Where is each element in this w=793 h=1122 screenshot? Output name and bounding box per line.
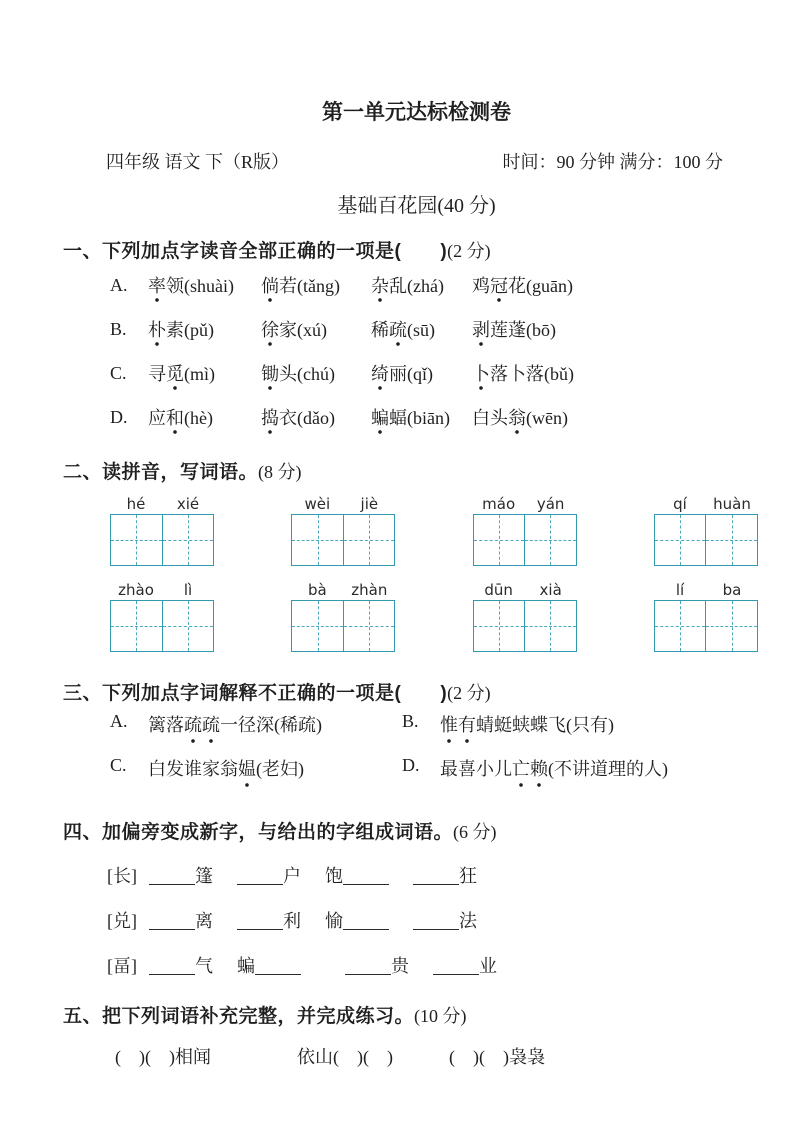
option-label: D. [402, 754, 420, 775]
question3-options [0, 705, 793, 793]
word-slot [325, 862, 389, 888]
option-item [148, 404, 247, 430]
plain-text: 白头 [472, 408, 508, 428]
pinyin-syllable: xié [176, 495, 200, 513]
dotted-char: 朴 [148, 320, 166, 347]
radical-row-3 [107, 942, 793, 987]
option-a [110, 711, 402, 744]
grid-cell [111, 601, 163, 651]
word-slot [413, 862, 477, 888]
pinyin-syllable: qí [673, 495, 687, 513]
plain-text: 头(chú) [279, 364, 335, 384]
option-row-a [110, 263, 793, 307]
plain-text: (不讲道理的人) [548, 758, 668, 779]
option-item [261, 316, 357, 342]
option-item [371, 316, 458, 342]
grid-cell [525, 515, 576, 565]
dotted-char: 觅 [166, 364, 184, 391]
option-label: B. [402, 710, 419, 731]
option-row-d [110, 395, 793, 439]
radical-row-1 [107, 852, 793, 897]
question2-text: 二、读拼音，写词语。 [63, 462, 259, 483]
pinyin-labels [654, 578, 758, 600]
plain-text: 白发谁家翁 [148, 758, 238, 779]
question3-text: 三、下列加点字词解释不正确的一项是( ) [63, 683, 448, 704]
grid-cell [292, 601, 344, 651]
answer-blank [255, 972, 301, 975]
question4-rows [0, 852, 793, 987]
question4-score: (6 分) [453, 822, 497, 842]
grade-subject-label: 四年级 语文 下（R版） [106, 152, 290, 172]
pinyin-word-block [291, 578, 395, 652]
section-title: 基础百花园(40 分) [337, 195, 496, 217]
base-character: [畐] [107, 955, 137, 976]
pinyin-grid-row-1 [110, 492, 758, 566]
option-label: B. [110, 318, 127, 339]
pinyin-word-block [654, 492, 758, 566]
pinyin-syllable: xià [539, 581, 562, 599]
answer-blank [345, 972, 391, 975]
pinyin-labels [654, 492, 758, 514]
plain-text: 寻 [148, 364, 166, 384]
option-item [148, 316, 247, 342]
pinyin-syllable: jiè [360, 495, 379, 513]
word-slot [413, 907, 477, 933]
option-item [472, 404, 568, 430]
word-slot [149, 907, 213, 933]
base-character: [长] [107, 865, 137, 886]
plain-text: 家(xú) [279, 320, 327, 340]
plain-text: 应 [148, 408, 166, 428]
plain-text: 若(tǎng) [279, 276, 340, 296]
question5-score: (10 分) [414, 1006, 467, 1026]
dotted-char: 倘 [261, 276, 279, 303]
pinyin-labels [473, 578, 577, 600]
writing-grid [291, 514, 395, 566]
plain-text: (mì) [184, 364, 215, 384]
word-slot [149, 862, 213, 888]
plain-text: 鸡 [472, 276, 490, 296]
pinyin-labels [110, 578, 214, 600]
option-d [402, 755, 668, 788]
word-slot [433, 952, 497, 978]
grid-cell [111, 515, 163, 565]
option-item [371, 404, 458, 430]
grid-cell [706, 601, 757, 651]
plain-text: (老妇) [256, 758, 304, 779]
plain-text: 丽(qǐ) [389, 364, 433, 384]
plain-text: (hè) [184, 408, 213, 428]
pinyin-grid-row-2 [110, 578, 758, 652]
plain-text: 气 [195, 955, 213, 976]
pinyin-word-block [654, 578, 758, 652]
word-slot [149, 952, 213, 978]
answer-blank [149, 927, 195, 930]
dotted-char: 疏疏 [184, 711, 220, 744]
option-item [472, 316, 556, 342]
grid-cell [706, 515, 757, 565]
plain-text: 离 [195, 910, 213, 931]
plain-text: 素(pǔ) [166, 320, 214, 340]
pinyin-labels [110, 492, 214, 514]
plain-text: 狂 [459, 865, 477, 886]
question1-text: 一、下列加点字读音全部正确的一项是( ) [63, 241, 448, 262]
pinyin-syllable: ba [722, 581, 742, 599]
option-b [402, 711, 614, 744]
answer-blank [413, 882, 459, 885]
option-row-cd [110, 749, 793, 793]
grid-cell [474, 601, 526, 651]
option-item [371, 360, 458, 386]
writing-grid [291, 600, 395, 652]
pinyin-syllable: zhàn [351, 581, 388, 599]
answer-blank [149, 972, 195, 975]
option-row-b [110, 307, 793, 351]
plain-text: 莲蓬(bō) [490, 320, 556, 340]
question1-heading [63, 236, 793, 263]
plain-text: 蜻蜓蛱蝶飞(只有) [476, 714, 614, 735]
pinyin-syllable: lí [675, 581, 685, 599]
pinyin-syllable: hé [126, 495, 146, 513]
question4-text: 四、加偏旁变成新字，与给出的字组成词语。 [63, 822, 454, 843]
pinyin-syllable: zhào [118, 581, 154, 599]
option-label: C. [110, 362, 127, 383]
page-title: 第一单元达标检测卷 [322, 101, 511, 124]
plain-text: 领(shuài) [166, 276, 234, 296]
pinyin-word-block [473, 578, 577, 652]
option-item [472, 360, 574, 386]
grid-cell [525, 601, 576, 651]
word-slot [237, 952, 301, 978]
plain-text: 乱(zhá) [389, 276, 444, 296]
option-item [371, 272, 458, 298]
plain-text: 落卜落(bǔ) [490, 364, 574, 384]
writing-grid [473, 514, 577, 566]
grid-cell [655, 515, 707, 565]
pinyin-syllable: wèi [304, 495, 331, 513]
answer-blank [413, 927, 459, 930]
dotted-char: 率 [148, 276, 166, 303]
dotted-char: 徐 [261, 320, 279, 347]
dotted-char: 剥 [472, 320, 490, 347]
pinyin-labels [291, 492, 395, 514]
dotted-char: 和 [166, 408, 184, 435]
writing-grid [654, 514, 758, 566]
dotted-char: 蝙 [371, 408, 389, 435]
pinyin-word-block [110, 492, 214, 566]
writing-grid [654, 600, 758, 652]
idiom-blank-item: 依山( )( ) [296, 1047, 393, 1067]
writing-grid [473, 600, 577, 652]
grid-cell [344, 601, 395, 651]
plain-text: 篱落 [148, 714, 184, 735]
plain-text: (wēn) [526, 408, 568, 428]
dotted-char: 绮 [371, 364, 389, 391]
word-slot [237, 862, 301, 888]
pinyin-syllable: lì [183, 581, 193, 599]
plain-text: (sū) [407, 320, 435, 340]
question3-score: (2 分) [447, 683, 491, 703]
word-slot [345, 952, 409, 978]
pinyin-syllable: huàn [713, 495, 751, 513]
question3-heading [63, 678, 793, 705]
grid-cell [292, 515, 344, 565]
answer-blank [343, 927, 389, 930]
pinyin-word-block [110, 578, 214, 652]
question1-options [0, 263, 793, 439]
question4-heading [63, 817, 793, 844]
question5-text: 五、把下列词语补充完整，并完成练习。 [63, 1006, 415, 1027]
pinyin-syllable: dūn [484, 581, 513, 599]
plain-text: 户 [283, 865, 301, 886]
option-c [110, 755, 402, 788]
option-label: D. [110, 406, 128, 427]
writing-grid [110, 514, 214, 566]
answer-blank [149, 882, 195, 885]
option-item [261, 404, 357, 430]
question5-heading [63, 1001, 793, 1028]
plain-text: 最喜小儿 [440, 758, 512, 779]
pinyin-labels [473, 492, 577, 514]
plain-text: 衣(dǎo) [279, 408, 335, 428]
option-item [148, 360, 247, 386]
dotted-char: 媪 [238, 755, 256, 788]
idiom-blank-item: ( )( )袅袅 [448, 1047, 545, 1067]
plain-text: 愉 [325, 910, 343, 931]
writing-grid [110, 600, 214, 652]
pinyin-syllable: bà [307, 581, 327, 599]
answer-blank [237, 927, 283, 930]
answer-blank [237, 882, 283, 885]
question1-score: (2 分) [447, 241, 491, 261]
plain-text: 蝠(biān) [389, 408, 450, 428]
grid-cell [163, 515, 214, 565]
plain-text: 花(guān) [508, 276, 573, 296]
option-item [261, 272, 357, 298]
exam-meta-row [0, 126, 793, 174]
answer-blank [343, 882, 389, 885]
plain-text: 饱 [325, 865, 343, 886]
plain-text: 稀 [371, 320, 389, 340]
grid-cell [163, 601, 214, 651]
grid-cell [474, 515, 526, 565]
dotted-char: 卜 [472, 364, 490, 391]
dotted-char: 亡赖 [512, 755, 548, 788]
base-character: [兑] [107, 910, 137, 931]
question2-score: (8 分) [258, 462, 302, 482]
dotted-char: 翁 [508, 408, 526, 435]
option-label: A. [110, 274, 128, 295]
word-slot [325, 907, 389, 933]
dotted-char: 疏 [389, 320, 407, 347]
word-slot [237, 907, 301, 933]
option-label: A. [110, 710, 128, 731]
option-item [472, 272, 573, 298]
option-row-c [110, 351, 793, 395]
pinyin-labels [291, 578, 395, 600]
option-item [148, 272, 247, 298]
option-item [261, 360, 357, 386]
grid-cell [344, 515, 395, 565]
plain-text: 利 [283, 910, 301, 931]
pinyin-syllable: máo [482, 495, 516, 513]
plain-text: 法 [459, 910, 477, 931]
plain-text: 篷 [195, 865, 213, 886]
pinyin-word-block [291, 492, 395, 566]
pinyin-syllable: yán [536, 495, 565, 513]
radical-row-2 [107, 897, 793, 942]
option-label: C. [110, 754, 127, 775]
plain-text: 一径深(稀疏) [220, 714, 322, 735]
idiom-blank-item: ( )( )相闻 [115, 1047, 211, 1067]
dotted-char: 捣 [261, 408, 279, 435]
plain-text: 蝙 [237, 955, 255, 976]
answer-blank [433, 972, 479, 975]
time-score-label: 时间：90 分钟 满分：100 分 [502, 152, 723, 172]
grid-cell [655, 601, 707, 651]
dotted-char: 锄 [261, 364, 279, 391]
question2-heading [63, 457, 793, 484]
dotted-char: 惟有 [440, 711, 476, 744]
plain-text: 业 [479, 955, 497, 976]
option-row-ab [110, 705, 793, 749]
plain-text: 贵 [391, 955, 409, 976]
dotted-char: 杂 [371, 276, 389, 303]
question5-items [115, 1043, 793, 1069]
pinyin-word-block [473, 492, 577, 566]
dotted-char: 冠 [490, 276, 508, 303]
